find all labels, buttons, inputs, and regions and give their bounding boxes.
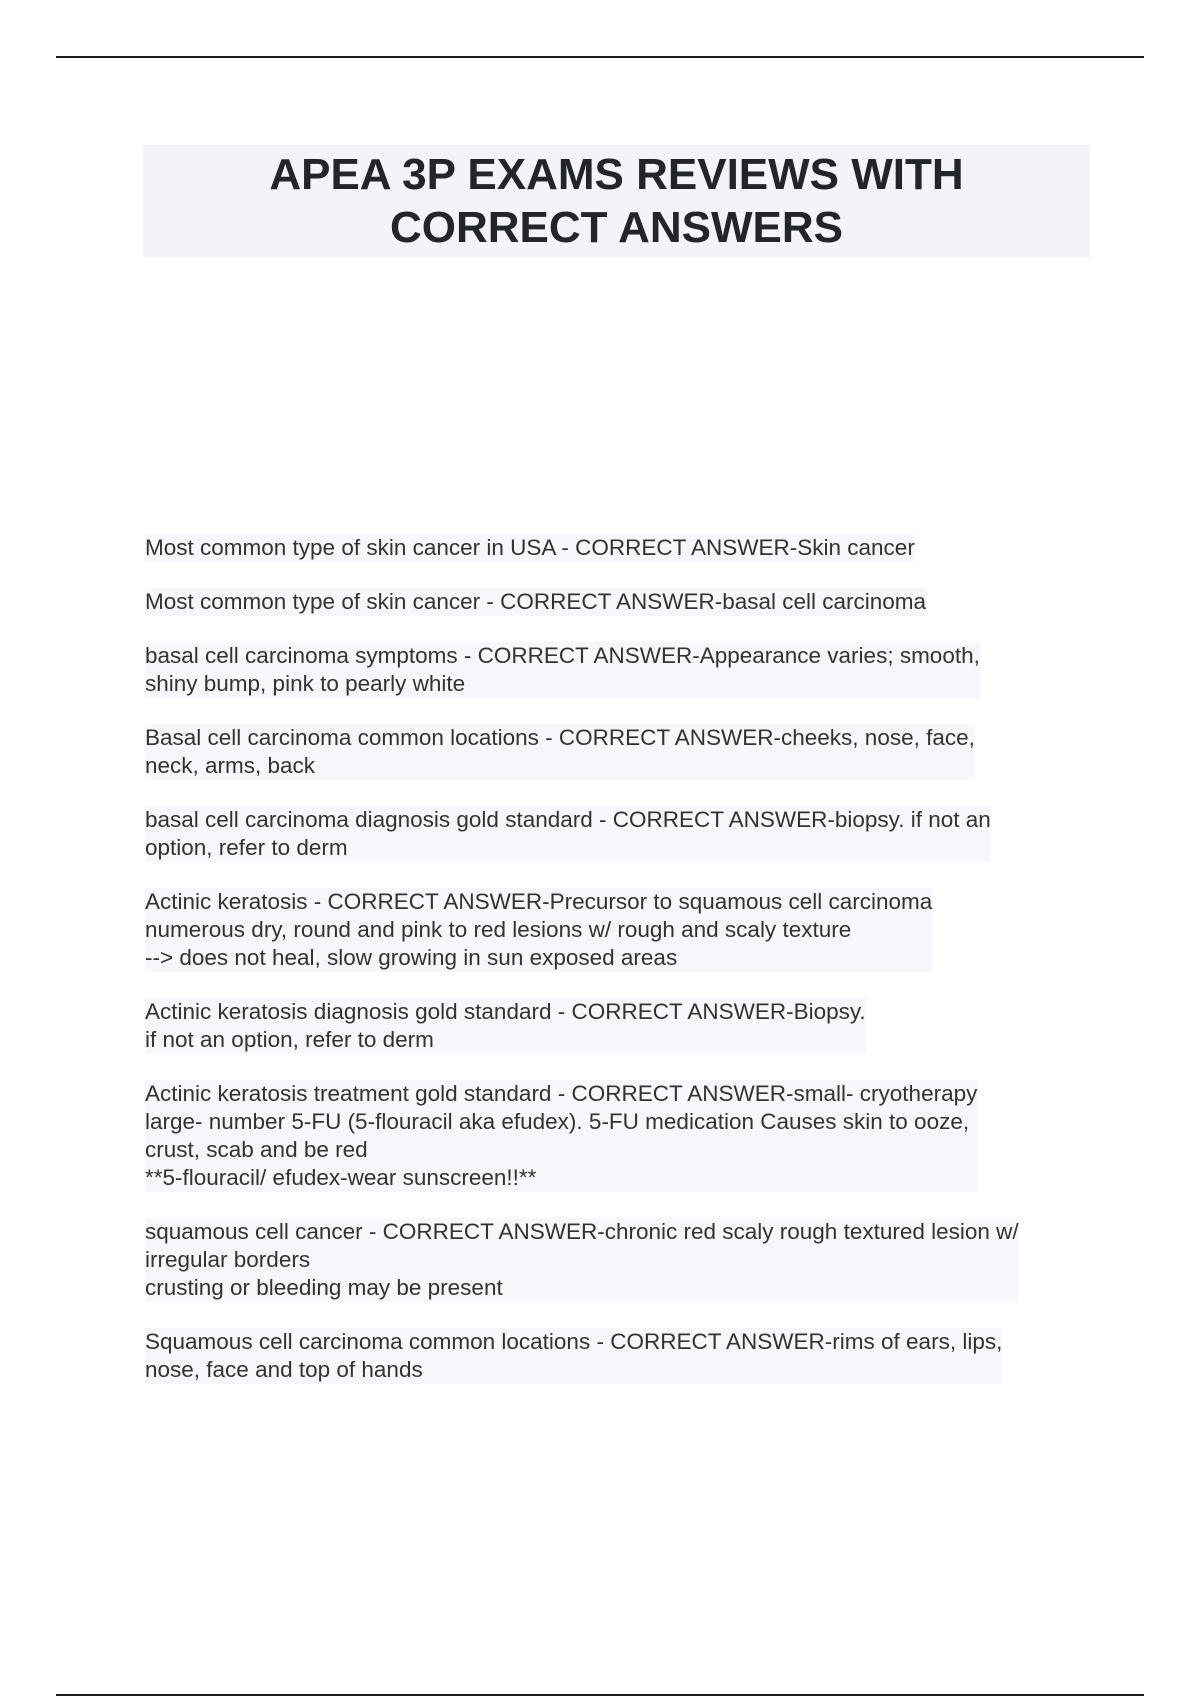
qa-text-line: shiny bump, pink to pearly white bbox=[145, 671, 466, 696]
qa-text-line: Actinic keratosis treatment gold standard - CORRECT ANSWER-small- cryotherapy bbox=[145, 1081, 978, 1106]
header-rule bbox=[56, 56, 1144, 58]
qa-item bbox=[145, 1328, 1095, 1384]
footer-rule bbox=[56, 1694, 1144, 1696]
qa-text-block bbox=[145, 588, 926, 616]
document-title-line-2: CORRECT ANSWERS bbox=[389, 203, 844, 252]
qa-text-line: Basal cell carcinoma common locations - CORRECT ANSWER-cheeks, nose, face, bbox=[145, 725, 975, 750]
qa-text-line: basal cell carcinoma diagnosis gold standard - CORRECT ANSWER-biopsy. if not an bbox=[145, 807, 991, 832]
qa-item bbox=[145, 588, 1095, 616]
qa-text-line: Actinic keratosis diagnosis gold standard - CORRECT ANSWER-Biopsy. bbox=[145, 999, 866, 1024]
qa-text-block bbox=[145, 534, 915, 562]
qa-text-line: neck, arms, back bbox=[145, 753, 316, 778]
title-block bbox=[143, 145, 1090, 257]
qa-text-line: squamous cell cancer - CORRECT ANSWER-chronic red scaly rough textured lesion w/ bbox=[145, 1219, 1019, 1244]
qa-text-line: option, refer to derm bbox=[145, 835, 348, 860]
qa-item bbox=[145, 888, 1095, 972]
qa-text-line: Squamous cell carcinoma common locations - CORRECT ANSWER-rims of ears, lips, bbox=[145, 1329, 1003, 1354]
document-title-line-1: APEA 3P EXAMS REVIEWS WITH bbox=[269, 150, 964, 199]
qa-text-line: large- number 5-FU (5-flouracil aka efudex). 5-FU medication Causes skin to ooze, bbox=[145, 1109, 970, 1134]
qa-text-block bbox=[145, 806, 991, 862]
qa-text-block bbox=[145, 998, 866, 1054]
qa-text-line: nose, face and top of hands bbox=[145, 1357, 423, 1382]
qa-text-block bbox=[145, 724, 975, 780]
qa-text-line: crust, scab and be red bbox=[145, 1137, 368, 1162]
qa-list bbox=[145, 534, 1095, 1410]
qa-text-line: basal cell carcinoma symptoms - CORRECT ANSWER-Appearance varies; smooth, bbox=[145, 643, 980, 668]
qa-item bbox=[145, 998, 1095, 1054]
qa-text-block bbox=[145, 1080, 977, 1192]
qa-text-line: Most common type of skin cancer - CORRECT ANSWER-basal cell carcinoma bbox=[145, 589, 927, 614]
qa-item bbox=[145, 642, 1095, 698]
qa-text-line: crusting or bleeding may be present bbox=[145, 1275, 503, 1300]
qa-text-block bbox=[145, 1218, 1019, 1302]
qa-text-line: numerous dry, round and pink to red lesions w/ rough and scaly texture bbox=[145, 917, 852, 942]
qa-text-line: --> does not heal, slow growing in sun exposed areas bbox=[145, 945, 678, 970]
qa-text-block bbox=[145, 642, 980, 698]
qa-text-line: irregular borders bbox=[145, 1247, 311, 1272]
qa-text-line: Actinic keratosis - CORRECT ANSWER-Precursor to squamous cell carcinoma bbox=[145, 889, 933, 914]
document-title bbox=[269, 148, 963, 254]
qa-text-block bbox=[145, 1328, 1002, 1384]
qa-text-line: **5-flouracil/ efudex-wear sunscreen!!** bbox=[145, 1165, 537, 1190]
qa-text-line: if not an option, refer to derm bbox=[145, 1027, 434, 1052]
qa-item bbox=[145, 724, 1095, 780]
qa-item bbox=[145, 806, 1095, 862]
qa-item bbox=[145, 1080, 1095, 1192]
qa-text-line: Most common type of skin cancer in USA - CORRECT ANSWER-Skin cancer bbox=[145, 535, 915, 560]
qa-item bbox=[145, 534, 1095, 562]
qa-text-block bbox=[145, 888, 932, 972]
qa-item bbox=[145, 1218, 1095, 1302]
